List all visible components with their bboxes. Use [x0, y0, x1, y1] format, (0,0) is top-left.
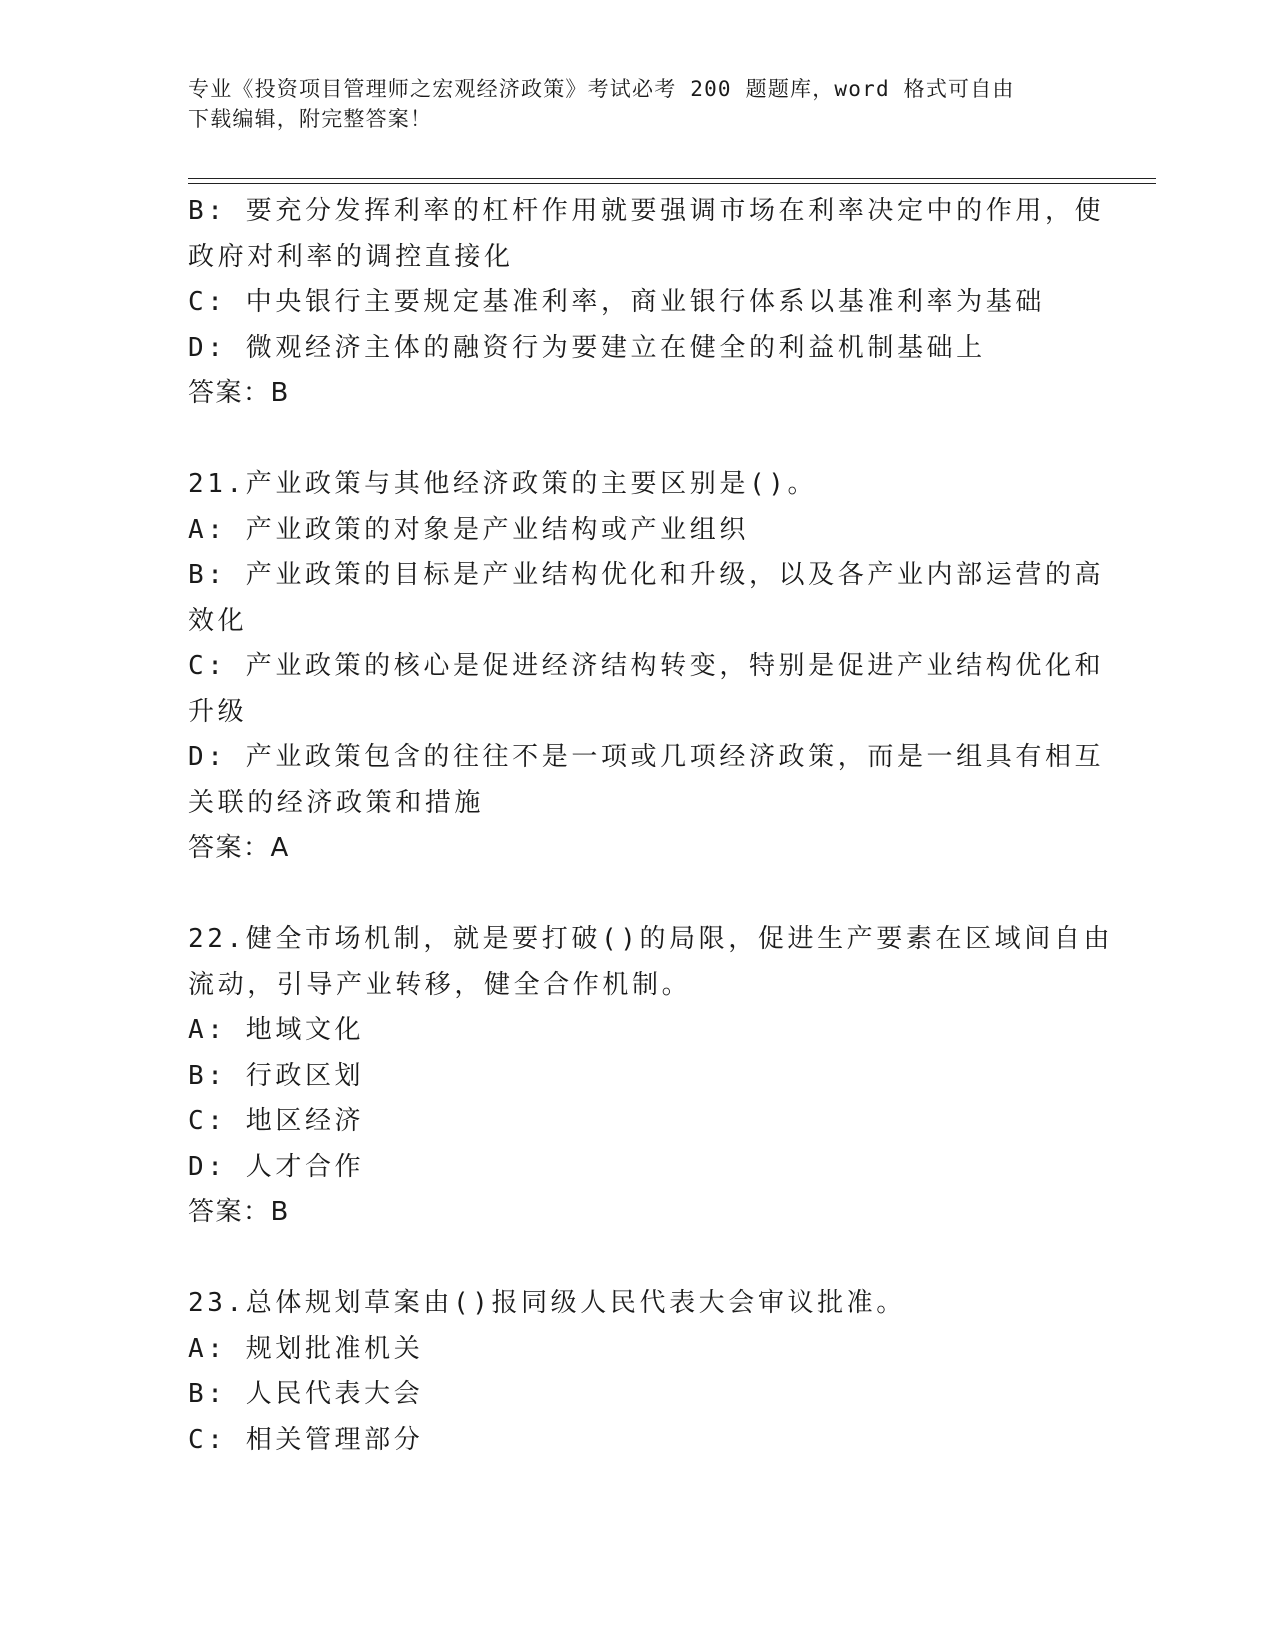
- question-stem: 21.产业政策与其他经济政策的主要区别是()。: [188, 469, 818, 499]
- question-content: [188, 189, 1114, 1463]
- header-line-2: 下载编辑，附完整答案！: [188, 107, 433, 131]
- answer: 答案：B: [188, 1197, 290, 1227]
- answer: 答案：A: [188, 833, 290, 863]
- option-d: D: 人才合作: [188, 1151, 365, 1182]
- option-c: C: 中央银行主要规定基准利率，商业银行体系以基准利率为基础: [188, 287, 1045, 317]
- option-d: D: 微观经济主体的融资行为要建立在健全的利益机制基础上: [188, 332, 986, 363]
- option-b-line-1: B: 要充分发挥利率的杠杆作用就要强调市场在利率决定中的作用，使: [188, 196, 1105, 226]
- spacer: [188, 872, 1088, 918]
- header-line-1: 专业《投资项目管理师之宏观经济政策》考试必考 200 题题库，word 格式可自由: [188, 77, 1015, 101]
- header-divider-top: [188, 178, 1156, 179]
- question-20-tail: [188, 189, 1105, 417]
- document-header: [188, 74, 1088, 134]
- option-d-line-2: 关联的经济政策和措施: [188, 787, 485, 818]
- option-c-line-2: 升级: [188, 696, 248, 727]
- option-d-line-1: D: 产业政策包含的往往不是一项或几项经济政策，而是一组具有相互: [188, 742, 1105, 772]
- question-stem-line-2: 流动，引导产业转移，健全合作机制。: [188, 969, 692, 1000]
- option-b-line-2: 效化: [188, 605, 248, 636]
- spacer: [188, 1236, 1088, 1282]
- question-stem: 23.总体规划草案由()报同级人民代表大会审议批准。: [188, 1288, 906, 1318]
- option-c-line-1: C: 产业政策的核心是促进经济结构转变，特别是促进产业结构优化和: [188, 651, 1105, 681]
- option-a: A: 地域文化: [188, 1015, 365, 1045]
- option-c: C: 相关管理部分: [188, 1424, 424, 1455]
- answer: 答案：B: [188, 378, 290, 408]
- question-23: [188, 1281, 1088, 1463]
- option-a: A: 产业政策的对象是产业结构或产业组织: [188, 514, 749, 545]
- option-b-line-1: B: 产业政策的目标是产业结构优化和升级，以及各产业内部运营的高: [188, 560, 1105, 590]
- header-divider-bottom: [188, 183, 1156, 184]
- option-b: B: 人民代表大会: [188, 1379, 424, 1409]
- option-b-line-2: 政府对利率的调控直接化: [188, 241, 514, 272]
- option-b: B: 行政区划: [188, 1060, 365, 1091]
- spacer: [188, 417, 1088, 463]
- option-a: A: 规划批准机关: [188, 1333, 424, 1364]
- question-stem-line-1: 22.健全市场机制，就是要打破()的局限，促进生产要素在区域间自由: [188, 924, 1114, 954]
- question-21: [188, 462, 1105, 872]
- question-22: [188, 917, 1114, 1236]
- option-c: C: 地区经济: [188, 1106, 365, 1136]
